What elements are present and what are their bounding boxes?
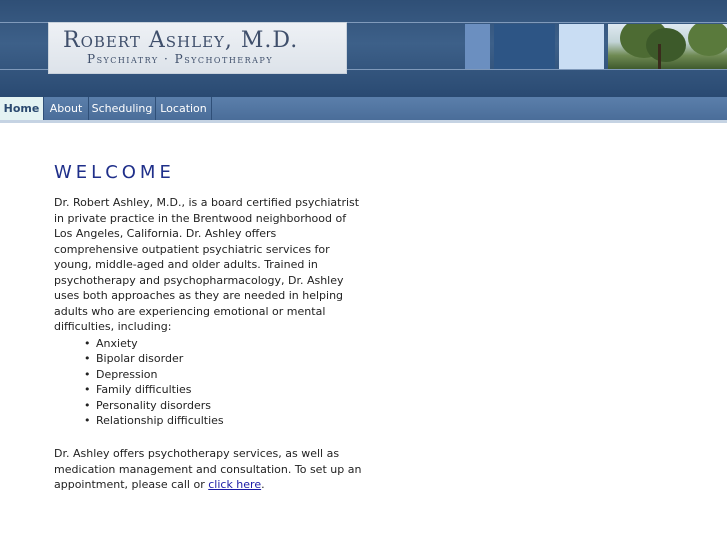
appointment-link[interactable]: click here — [208, 478, 262, 491]
logo-subtitle: Psychiatry · Psychotherapy — [87, 52, 274, 66]
list-item: • Family difficulties — [96, 382, 224, 397]
page-heading: WELCOME — [54, 162, 175, 183]
site-logo[interactable] — [48, 22, 347, 74]
nav-scheduling[interactable]: Scheduling — [89, 97, 156, 120]
header-photo-trees — [608, 24, 727, 69]
intro-paragraph: Dr. Robert Ashley, M.D., is a board certified psychiatrist in private practice in the Brentwood neighborhood of Los Angeles, California. Dr. Ashley offers comprehensive outpatient psychiatric services for young, middle-aged and older adults. Trained in psychotherapy and psychopharmacology, Dr. Ashley uses both approaches as they are needed in helping adults who are experiencing emotional or mental difficulties, including: — [54, 196, 360, 333]
list-item: • Bipolar disorder — [96, 351, 224, 366]
list-item: • Depression — [96, 367, 224, 382]
list-item: • Personality disorders — [96, 398, 224, 413]
site-header — [0, 0, 727, 97]
list-item: • Relationship difficulties — [96, 413, 224, 428]
decorative-square — [494, 24, 555, 69]
appointment-paragraph — [54, 446, 364, 493]
appointment-period: . — [261, 478, 265, 491]
logo-name: Robert Ashley, M.D. — [63, 28, 299, 53]
nav-location[interactable]: Location — [156, 97, 212, 120]
main-nav — [0, 97, 727, 123]
appointment-text: Dr. Ashley offers psychotherapy services, as well as medication management and consultation. To set up an appointment, please call or — [54, 447, 362, 491]
tree-foliage — [688, 24, 727, 56]
tree-trunk — [658, 44, 661, 69]
nav-about[interactable]: About — [44, 97, 89, 120]
nav-home[interactable]: Home — [0, 97, 44, 120]
decorative-square — [559, 24, 604, 69]
decorative-square — [465, 24, 490, 69]
list-item: • Anxiety — [96, 336, 224, 351]
conditions-list — [96, 336, 224, 428]
tree-foliage — [646, 28, 686, 62]
